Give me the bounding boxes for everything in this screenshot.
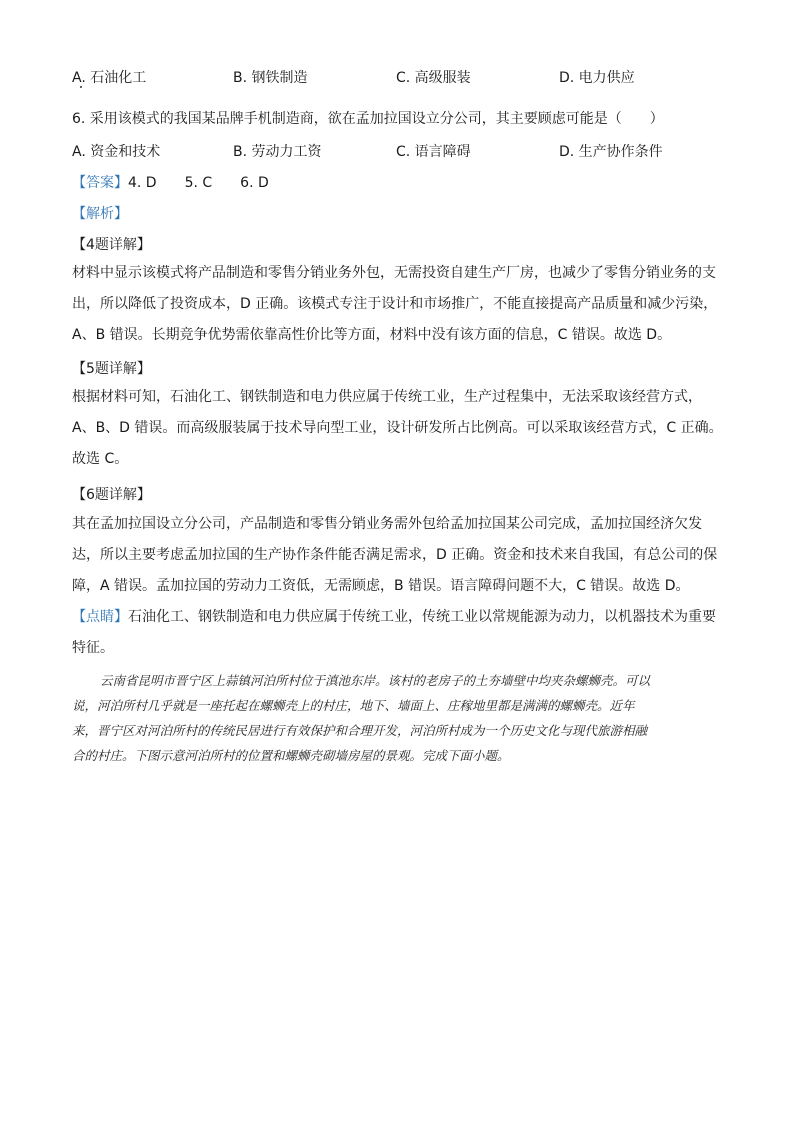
paragraph-line: A、B 错误。长期竞争优势需依靠高性价比等方面，材料中没有该方面的信息，C 错误。故选 D。: [72, 327, 672, 343]
paragraph-line: 说，河泊所村几乎就是一座托起在螺蛳壳上的村庄，地下、墙面上、庄稼地里都是满满的螺蛳壳。近年: [72, 698, 635, 713]
answer-line: [72, 172, 269, 192]
paragraph-line: 材料中显示该模式将产品制造和零售分销业务外包，无需投资自建生产厂房，也减少了零售分销业务的支: [72, 265, 716, 281]
detail-6-body: [72, 509, 724, 602]
option-c: C. 高级服装: [396, 70, 471, 86]
paragraph-line: 合的村庄。下图示意河泊所村的位置和螺蛳壳砌墙房屋的景观。完成下面小题。: [72, 748, 510, 763]
option-a: A. 石油化工: [72, 70, 147, 86]
paragraph-line: A、B、D 错误。而高级服装属于技术导向型工业，设计研发所占比例高。可以采取该经营方式，C 正确。: [72, 420, 723, 436]
option-c: C. 语言障碍: [396, 144, 471, 160]
paragraph-line: 云南省昆明市晋宁区上蒜镇河泊所村位于滇池东岸。该村的老房子的土夯墙壁中均夹杂螺蛳壳。可以: [100, 673, 651, 688]
paragraph-line: 特征。: [72, 640, 114, 656]
answer-text: 4. D 5. C 6. D: [128, 175, 269, 191]
paragraph-line: 达，所以主要考虑孟加拉国的生产协作条件能否满足需求，D 正确。资金和技术来自我国，有总公司的保: [72, 547, 718, 563]
detail-6-heading: 【6题详解】: [72, 487, 151, 503]
note-tag: 【点睛】: [72, 609, 128, 625]
paragraph-line: 出，所以降低了投资成本，D 正确。该模式专注于设计和市场推广，不能直接提高产品质量和减少污染，: [72, 296, 718, 312]
note-text: 石油化工、钢铁制造和电力供应属于传统工业，传统工业以常规能源为动力，以机器技术为重要: [128, 609, 716, 625]
answer-tag: 【答案】: [72, 175, 128, 191]
option-a: A. 资金和技术: [72, 144, 161, 160]
q6-options: [72, 141, 732, 163]
q5-options: [72, 67, 732, 89]
option-b: B. 劳动力工资: [233, 144, 322, 160]
passage-paragraph: [72, 668, 724, 768]
option-d: D. 生产协作条件: [559, 144, 663, 160]
paragraph-line: 根据材料可知，石油化工、钢铁制造和电力供应属于传统工业，生产过程集中，无法采取该经营方式，: [72, 389, 702, 405]
stray-dot: [80, 86, 82, 88]
detail-4-body: [72, 258, 724, 351]
note-block: [72, 602, 724, 664]
analysis-tag: 【解析】: [72, 206, 128, 222]
paragraph-line: 来，晋宁区对河泊所村的传统民居进行有效保护和合理开发，河泊所村成为一个历史文化与现代旅游相融: [72, 723, 648, 738]
paragraph-line: 障，A 错误。孟加拉国的劳动力工资低，无需顾虑，B 错误。语言障碍问题不大，C 错误。故选 D。: [72, 578, 690, 594]
option-d: D. 电力供应: [559, 70, 635, 86]
detail-4-heading: 【4题详解】: [72, 237, 151, 253]
question-6-stem: 6. 采用该模式的我国某品牌手机制造商，欲在孟加拉国设立分公司，其主要顾虑可能是（ ）: [72, 111, 664, 127]
paragraph-line: 其在孟加拉国设立分公司，产品制造和零售分销业务需外包给孟加拉国某公司完成，孟加拉国经济欠发: [72, 516, 702, 532]
detail-5-heading: 【5题详解】: [72, 361, 151, 377]
detail-5-body: [72, 382, 724, 475]
paragraph-line: 故选 C。: [72, 451, 129, 467]
option-b: B. 钢铁制造: [233, 70, 308, 86]
note-line-1: [72, 602, 724, 633]
